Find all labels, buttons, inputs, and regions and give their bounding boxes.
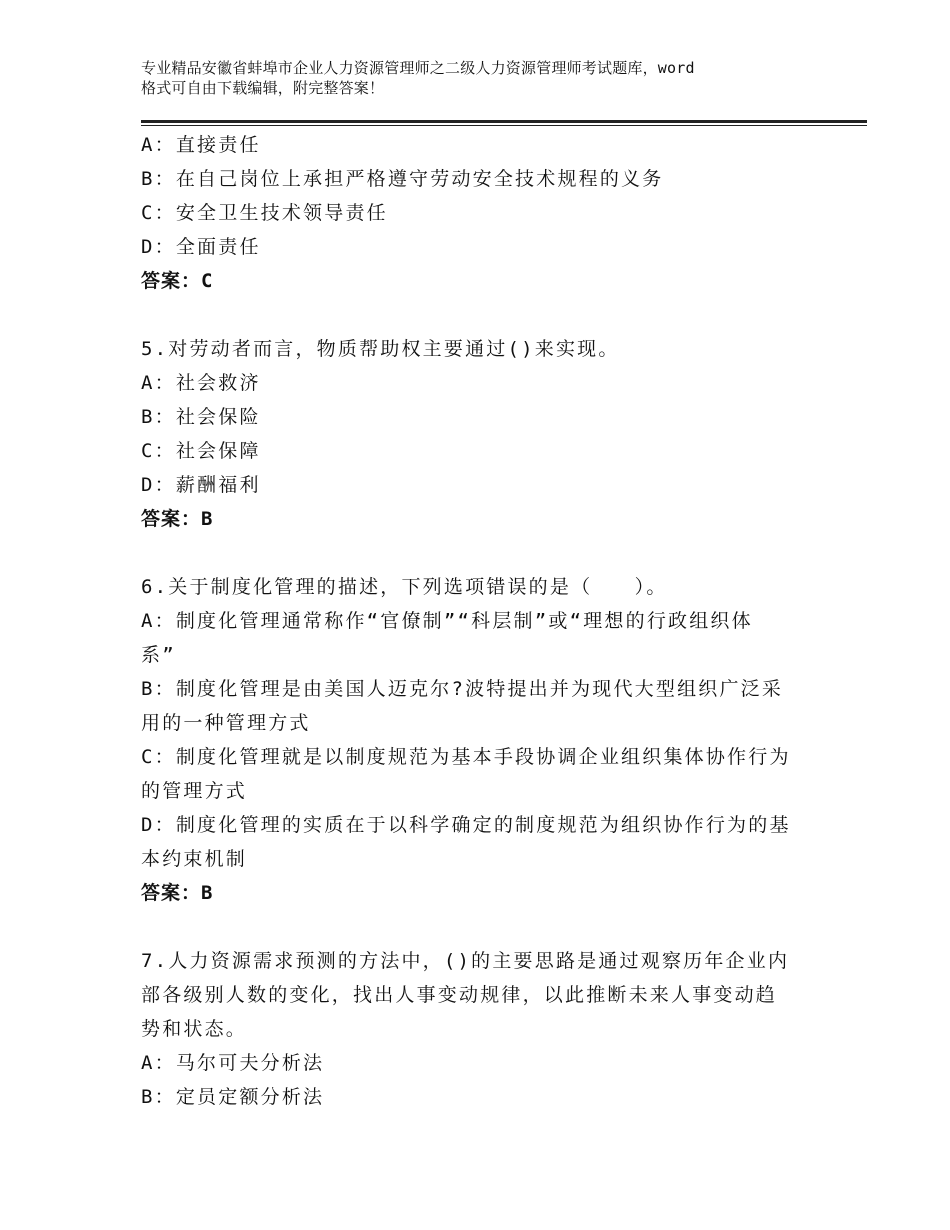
q6-option-c-line-1: C：制度化管理就是以制度规范为基本手段协调企业组织集体协作行为	[141, 746, 791, 768]
q4-answer: 答案：C	[141, 270, 214, 292]
q7-stem-line-2: 部各级别人数的变化，找出人事变动规律，以此推断未来人事变动趋	[141, 984, 778, 1006]
q6-option-a-line-2: 系”	[141, 644, 176, 666]
q6-option-c-line-2: 的管理方式	[141, 780, 248, 802]
header-rule-thin	[141, 125, 867, 126]
q5-option-a: A：社会救济	[141, 372, 261, 394]
q6-option-d	[141, 808, 811, 876]
q5-stem: 5.对劳动者而言，物质帮助权主要通过()来实现。	[141, 338, 620, 360]
q7-option-a: A：马尔可夫分析法	[141, 1052, 325, 1074]
q4-option-d: D：全面责任	[141, 236, 261, 258]
q6-option-a	[141, 604, 811, 672]
document-header	[141, 58, 841, 98]
q6-option-a-line-1: A：制度化管理通常称作“官僚制”“科层制”或“理想的行政组织体	[141, 610, 753, 632]
q6-option-b-line-2: 用的一种管理方式	[141, 712, 311, 734]
spacer	[141, 298, 811, 332]
q4-option-a: A：直接责任	[141, 134, 261, 156]
question-6	[141, 570, 811, 910]
q6-option-c	[141, 740, 811, 808]
q6-answer: 答案：B	[141, 882, 214, 904]
spacer	[141, 536, 811, 570]
q6-option-b-line-1: B：制度化管理是由美国人迈克尔?波特提出并为现代大型组织广泛采	[141, 678, 784, 700]
q5-option-d: D：薪酬福利	[141, 474, 261, 496]
question-4	[141, 128, 811, 298]
question-list	[141, 128, 811, 1114]
q6-stem: 6.关于制度化管理的描述，下列选项错误的是（ ）。	[141, 576, 668, 598]
q5-option-c: C：社会保障	[141, 440, 261, 462]
q7-option-b: B：定员定额分析法	[141, 1086, 325, 1108]
header-line-1: 专业精品安徽省蚌埠市企业人力资源管理师之二级人力资源管理师考试题库，word	[141, 59, 695, 77]
q5-option-b: B：社会保险	[141, 406, 261, 428]
q5-answer: 答案：B	[141, 508, 214, 530]
q4-option-b: B：在自己岗位上承担严格遵守劳动安全技术规程的义务	[141, 168, 664, 190]
q6-option-b	[141, 672, 811, 740]
q6-option-d-line-2: 本约束机制	[141, 848, 248, 870]
q7-stem-line-3: 势和状态。	[141, 1018, 248, 1040]
question-5	[141, 332, 811, 536]
q6-option-d-line-1: D：制度化管理的实质在于以科学确定的制度规范为组织协作行为的基	[141, 814, 791, 836]
q4-option-c: C：安全卫生技术领导责任	[141, 202, 388, 224]
header-rule-thick	[141, 120, 867, 123]
question-7	[141, 944, 811, 1114]
spacer	[141, 910, 811, 944]
header-line-2: 格式可自由下载编辑，附完整答案！	[141, 79, 385, 97]
q7-stem-line-1: 7.人力资源需求预测的方法中，()的主要思路是通过观察历年企业内	[141, 950, 790, 972]
